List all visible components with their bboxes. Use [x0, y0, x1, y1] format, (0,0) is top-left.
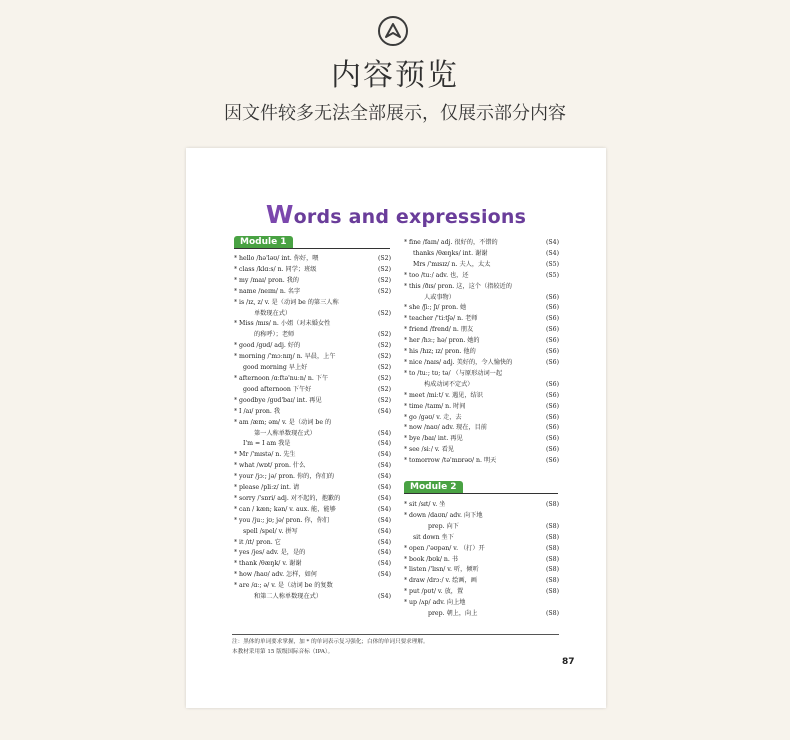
entry-section-ref: (S4) [377, 516, 391, 524]
entry-text: 和第二人称单数现在式） [254, 593, 323, 601]
entry-text: 人或事物） [424, 293, 455, 301]
vocabulary-entry [404, 380, 559, 391]
vocabulary-entry [404, 565, 559, 576]
entry-section-ref: (S4) [545, 239, 559, 246]
vocabulary-entry [404, 544, 559, 555]
vocabulary-entry [234, 254, 391, 265]
vocabulary-entry [234, 592, 391, 603]
entry-text: * teacher /'tiːtʃə/ n. 老师 [404, 315, 478, 323]
chevron-up-circle-icon [378, 16, 408, 46]
entry-section-ref: (S8) [545, 610, 559, 618]
document-page [186, 148, 606, 708]
page-title: 内容预览 [331, 58, 459, 93]
entry-section-ref: (S2) [377, 255, 391, 262]
vocabulary-entry [404, 358, 559, 369]
entry-section-ref: (S6) [545, 304, 559, 312]
entry-section-ref: (S2) [377, 342, 391, 350]
entry-section-ref: (S4) [377, 560, 391, 568]
vocabulary-entry [234, 265, 391, 276]
entry-text: * you /juː; jʊ; jə/ pron. 你，你们 [234, 516, 330, 524]
vocabulary-entry [404, 314, 559, 325]
module-1-badge: Module 1 [234, 236, 293, 248]
page-number: 87 [562, 657, 575, 667]
entry-text: * yes /jes/ adv. 是，是的 [234, 549, 306, 557]
vocabulary-entry [404, 576, 559, 587]
entry-section-ref: (S4) [377, 473, 391, 481]
module-2-badge: Module 2 [404, 481, 463, 493]
vocabulary-entry [234, 385, 391, 396]
vocabulary-entry [234, 298, 391, 309]
page-subtitle: 因文件较多无法全部展示，仅展示部分内容 [224, 103, 566, 124]
vocabulary-entry [234, 494, 391, 505]
entry-text: * morning /'mɔːnɪŋ/ n. 早晨，上午 [234, 353, 336, 361]
vocabulary-entry [234, 581, 391, 592]
entry-text: * this /ðɪs/ pron. 这，这个（指较近的 [404, 282, 512, 290]
entry-text: * see /siː/ v. 看见 [404, 446, 454, 454]
word-list-right-bottom [404, 500, 559, 620]
entry-text: * is /ɪz, z/ v. 是（动词 be 的第三人称 [234, 298, 339, 306]
entry-text: * listen /'lɪsn/ v. 听，倾听 [404, 566, 479, 574]
vocabulary-entry [404, 598, 559, 609]
entry-section-ref: (S6) [545, 424, 559, 432]
vocabulary-entry [234, 363, 391, 374]
entry-text: good morning 早上好 [243, 364, 308, 372]
entry-text: * your /jɔː; jə/ pron. 你的，你们的 [234, 473, 335, 481]
entry-section-ref: (S6) [545, 315, 559, 323]
vocabulary-entry [234, 461, 391, 472]
vocabulary-entry [234, 418, 391, 429]
entry-section-ref: (S2) [377, 309, 391, 317]
entry-section-ref: (S4) [377, 484, 391, 492]
entry-text: * good /gʊd/ adj. 好的 [234, 342, 301, 350]
entry-text: * thank /θæŋk/ v. 谢谢 [234, 560, 302, 568]
entry-section-ref: (S6) [545, 348, 559, 356]
vocabulary-entry [234, 352, 391, 363]
entry-section-ref: (S2) [377, 287, 391, 295]
vocabulary-entry [404, 456, 559, 467]
entry-section-ref: (S6) [545, 457, 559, 465]
entry-section-ref: (S6) [545, 391, 559, 399]
entry-section-ref: (S5) [545, 260, 559, 268]
entry-text: * nice /naɪs/ adj. 美好的，令人愉快的 [404, 358, 513, 366]
entry-section-ref: (S2) [377, 374, 391, 382]
entry-section-ref: (S8) [545, 566, 559, 574]
word-list-right-top [404, 238, 559, 467]
vocabulary-entry [234, 276, 391, 287]
entry-section-ref: (S8) [545, 501, 559, 508]
vocabulary-entry [404, 587, 559, 598]
module-2-rule [404, 493, 558, 494]
entry-section-ref: (S4) [377, 429, 391, 437]
vocabulary-entry [404, 434, 559, 445]
entry-text: Mrs /'mɪsɪz/ n. 夫人，太太 [413, 260, 491, 268]
module-1-rule [234, 248, 390, 249]
entry-text: * go /gəʊ/ v. 走，去 [404, 413, 462, 421]
entry-text: * his /hɪz; ɪz/ pron. 他的 [404, 348, 476, 356]
vocabulary-entry [234, 396, 391, 407]
entry-text: good afternoon 下午好 [243, 385, 312, 393]
entry-section-ref: (S6) [545, 337, 559, 345]
entry-section-ref: (S8) [545, 544, 559, 552]
entry-text: * please /pliːz/ int. 请 [234, 484, 300, 492]
entry-section-ref: (S2) [377, 396, 391, 404]
vocabulary-entry [234, 538, 391, 549]
vocabulary-entry [404, 533, 559, 544]
entry-text: * book /bʊk/ n. 书 [404, 555, 458, 563]
vocabulary-entry [404, 325, 559, 336]
vocabulary-entry [234, 516, 391, 527]
entry-text: * up /ʌp/ adv. 向上地 [404, 599, 466, 607]
vocabulary-entry [234, 559, 391, 570]
entry-text: * tomorrow /tə'mɒrəʊ/ n. 明天 [404, 457, 497, 465]
vocabulary-entry [234, 374, 391, 385]
entry-text: * goodbye /gʊd'baɪ/ int. 再见 [234, 396, 322, 404]
entry-section-ref: (S6) [545, 435, 559, 443]
vocabulary-entry [404, 423, 559, 434]
vocabulary-entry [404, 303, 559, 314]
entry-section-ref: (S8) [545, 577, 559, 585]
entry-text: prep. 朝上，向上 [428, 610, 478, 618]
entry-text: * hello /hə'ləʊ/ int. 你好，喂 [234, 255, 319, 262]
vocabulary-entry [234, 439, 391, 450]
entry-text: * her /hɜː; hə/ pron. 她的 [404, 337, 480, 345]
entry-text: * draw /drɔː/ v. 绘画，画 [404, 577, 477, 585]
entry-section-ref: (S4) [377, 571, 391, 579]
entry-text: sit down 坐下 [413, 533, 454, 541]
vocabulary-entry [404, 500, 559, 511]
entry-text: 构成动词不定式） [424, 380, 474, 388]
entry-section-ref: (S2) [377, 353, 391, 361]
entry-section-ref: (S8) [545, 522, 559, 530]
entry-section-ref: (S6) [545, 446, 559, 454]
vocabulary-entry [234, 330, 391, 341]
vocabulary-entry [404, 413, 559, 424]
entry-text: * it /ɪt/ pron. 它 [234, 538, 281, 546]
word-list-left [234, 254, 391, 603]
entry-text: spell /spel/ v. 拼写 [243, 527, 298, 535]
entry-section-ref: (S8) [545, 555, 559, 563]
entry-section-ref: (S2) [377, 276, 391, 284]
entry-text: * too /tuː/ adv. 也，还 [404, 271, 469, 279]
footnote-line-2: 本教材采用第 15 版级国际音标（IPA）。 [232, 649, 334, 655]
entry-section-ref: (S4) [377, 451, 391, 459]
entry-section-ref: (S2) [377, 331, 391, 339]
vocabulary-entry [404, 369, 559, 380]
vocabulary-entry [234, 483, 391, 494]
vocabulary-entry [404, 249, 559, 260]
vocabulary-entry [404, 260, 559, 271]
entry-text: * Mr /'mɪstə/ n. 先生 [234, 451, 296, 459]
entry-section-ref: (S6) [545, 380, 559, 388]
vocabulary-entry [234, 450, 391, 461]
entry-section-ref: (S6) [545, 326, 559, 334]
entry-section-ref: (S4) [377, 549, 391, 557]
entry-text: * I /aɪ/ pron. 我 [234, 407, 281, 415]
vocabulary-entry [234, 309, 391, 320]
entry-section-ref: (S6) [545, 413, 559, 421]
entry-text: * my /maɪ/ pron. 我的 [234, 276, 299, 284]
vocabulary-entry [404, 555, 559, 566]
vocabulary-entry [404, 522, 559, 533]
entry-text: * friend /frend/ n. 朋友 [404, 326, 474, 334]
vocabulary-entry [234, 472, 391, 483]
entry-text: * afternoon /ɑːftə'nuːn/ n. 下午 [234, 374, 329, 382]
entry-text: * open /'əʊpən/ v. （打）开 [404, 544, 485, 552]
entry-text: thanks /θæŋks/ int. 谢谢 [413, 249, 488, 257]
entry-text: * what /wɒt/ pron. 什么 [234, 462, 306, 470]
entry-text: * are /ɑː; ə/ v. 是（动词 be 的复数 [234, 582, 333, 590]
entry-text: * Miss /mɪs/ n. 小姐（对未婚女性 [234, 320, 331, 328]
entry-section-ref: (S4) [377, 407, 391, 415]
footnote-line-1: 注：黑体的单词要求掌握，加 * 的单词表示复习强化；白体的单词只要求理解。 [232, 639, 429, 645]
vocabulary-entry [234, 287, 391, 298]
vocabulary-entry [234, 570, 391, 581]
vocabulary-entry [404, 445, 559, 456]
entry-text: * she /ʃiː; ʃɪ/ pron. 她 [404, 304, 467, 312]
vocabulary-entry [404, 336, 559, 347]
entry-text: * meet /miːt/ v. 遇见，结识 [404, 391, 483, 399]
vocabulary-entry [234, 527, 391, 538]
vocabulary-entry [404, 293, 559, 304]
entry-text: * can / kæn; kən/ v. aux. 能，能够 [234, 505, 336, 513]
entry-section-ref: (S4) [545, 249, 559, 257]
entry-section-ref: (S4) [377, 462, 391, 470]
vocabulary-entry [234, 429, 391, 440]
entry-section-ref: (S2) [377, 265, 391, 273]
entry-text: I'm = I am 我是 [243, 440, 291, 448]
vocabulary-entry [234, 319, 391, 330]
vocabulary-entry [404, 282, 559, 293]
entry-section-ref: (S8) [545, 588, 559, 596]
footnote-rule [232, 634, 559, 635]
vocabulary-entry [234, 505, 391, 516]
entry-text: * to /tuː; tʊ; tə/ （与原形动词一起 [404, 369, 503, 377]
entry-section-ref: (S2) [377, 385, 391, 393]
entry-text: * fine /faɪn/ adj. 很好的，不错的 [404, 239, 498, 246]
vocabulary-entry [404, 347, 559, 358]
entry-text: * sorry /'sɒri/ adj. 对不起的，抱歉的 [234, 494, 341, 502]
vocabulary-entry [404, 238, 559, 249]
entry-text: prep. 向下 [428, 522, 459, 530]
entry-section-ref: (S4) [377, 505, 391, 513]
entry-section-ref: (S5) [545, 271, 559, 279]
entry-text: * name /neɪm/ n. 名字 [234, 287, 301, 295]
entry-text: * down /daʊn/ adv. 向下地 [404, 511, 483, 519]
entry-text: * class /klɑːs/ n. 同学；班级 [234, 265, 317, 273]
entry-text: 单数现在式） [254, 309, 292, 317]
entry-section-ref: (S6) [545, 402, 559, 410]
entry-text: * put /pʊt/ v. 放，置 [404, 588, 464, 596]
entry-text: * am /æm; əm/ v. 是（动词 be 的 [234, 418, 332, 426]
entry-section-ref: (S8) [545, 533, 559, 541]
entry-text: 的称呼）；老师 [254, 331, 295, 339]
entry-text: * bye /baɪ/ int. 再见 [404, 435, 463, 443]
entry-text: 第一人称单数现在式） [254, 429, 316, 437]
entry-text: * how /haʊ/ adv. 怎样，如何 [234, 571, 317, 579]
entry-section-ref: (S4) [377, 593, 391, 601]
entry-text: * now /naʊ/ adv. 现在，目前 [404, 424, 487, 432]
vocabulary-entry [404, 391, 559, 402]
entry-text: * sit /sɪt/ v. 坐 [404, 501, 446, 508]
vocabulary-entry [404, 271, 559, 282]
vocabulary-entry [404, 402, 559, 413]
entry-section-ref: (S4) [377, 440, 391, 448]
vocabulary-entry [404, 511, 559, 522]
vocabulary-entry [234, 407, 391, 418]
entry-section-ref: (S2) [377, 364, 391, 372]
entry-section-ref: (S4) [377, 538, 391, 546]
entry-section-ref: (S6) [545, 293, 559, 301]
vocabulary-entry [404, 609, 559, 620]
entry-text: * time /taɪm/ n. 时间 [404, 402, 466, 410]
vocabulary-heading: Words and expressions [265, 200, 527, 229]
entry-section-ref: (S4) [377, 527, 391, 535]
vocabulary-entry [234, 548, 391, 559]
vocabulary-entry [234, 341, 391, 352]
entry-section-ref: (S6) [545, 358, 559, 366]
entry-section-ref: (S4) [377, 494, 391, 502]
